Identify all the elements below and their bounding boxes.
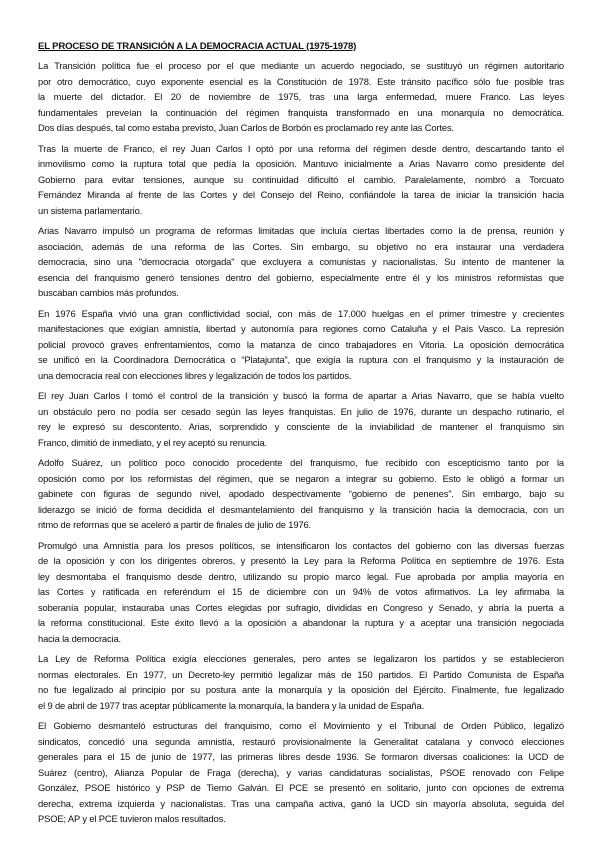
text-line: PSOE; AP y el PCE tuvieron malos resultados. <box>38 813 226 824</box>
text-line: Arias Navarro impulsó un programa de reformas limitadas que incluía ciertas libertades como la de prensa, reunión y <box>38 225 564 236</box>
document-page <box>38 40 564 832</box>
document-title: EL PROCESO DE TRANSICIÓN A LA DEMOCRACIA ACTUAL (1975-1978) <box>38 41 357 52</box>
text-line: por otro democrático, cuyo exponente esencial es la Constitución de 1978. Este tránsito pacífico sólo fue posible tras <box>38 75 564 87</box>
text-line: democracia, sino una "democracia otorgada" que excluyera a comunistas y nacionalistas. Su intento de mantener la <box>38 256 564 267</box>
text-line: una democracia real con elecciones libres y legalización de todos los partidos. <box>38 369 352 381</box>
text-line: normas electorales. En 1977, un Decreto-ley permitió legalizar más de 150 partidos. El Partido Comunista de España <box>38 668 564 680</box>
text-line: La Transición política fue el proceso por el que mediante un acuerdo negociado, se sustituyó un régimen autoritario <box>38 60 564 71</box>
text-line: la muerte del dictador. El 20 de noviembre de 1975, tras una larga enfermedad, muere Franco. Las leyes <box>38 91 564 102</box>
text-line: policial provocó graves enfrentamientos, como la matanza de cinco trabajadores en Vitoria. La oposición democrática <box>38 338 564 350</box>
text-line: El rey Juan Carlos I tomó el control de la transición y buscó la forma de apartar a Arias Navarro, que se había vuelto <box>38 390 564 401</box>
text-line: Franco, dimitió de inmediato, y el rey aceptó su renuncia. <box>38 436 267 448</box>
text-line: derecha, extrema izquierda y nacionalistas. Tras una campaña activa, ganó la UCD sin mayoría absoluta, seguida del <box>38 797 564 809</box>
text-line: ritmo de reformas que se aceleró a partir de finales de julio de 1976. <box>38 519 311 530</box>
text-line: Adolfo Suárez, un político poco conocido procedente del franquismo, fue recibido con escepticismo tanto por la <box>38 457 564 468</box>
text-line: inmovilismo como la ruptura total que pedía la oposición. Mantuvo inicialmente a Arias Navarro como presidente del <box>38 158 564 169</box>
text-line: En 1976 España vivió una gran conflictividad social, con más de 17.000 huelgas en el primer trimestre y crecientes <box>38 307 564 319</box>
text-line: rey le expresó su descontento. Arias, sorprendido y consciente de la inviabilidad de mantener el franquismo sin <box>38 421 564 432</box>
paragraph <box>38 388 564 450</box>
text-line: un sistema parlamentario. <box>38 204 143 216</box>
paragraph <box>38 223 564 301</box>
text-line: la reforma constitucional. Este éxito llevó a la oposición a abandonar la ruptura y a aceptar una transición negociada <box>38 617 564 628</box>
text-line: Dos días después, tal como estaba previsto, Juan Carlos de Borbón es proclamado rey ante las Cortes. <box>38 122 454 133</box>
text-line: soberanía popular, instauraba unas Cortes elegidas por sufragio, divididas en Congreso y Senado, y abría la puerta a <box>38 601 564 613</box>
text-line: buscaban cambios más profundos. <box>38 287 179 298</box>
document-body <box>38 58 564 827</box>
text-line: generales para el 15 de junio de 1977, las primeras libres desde 1936. Se formaron diversas coaliciones: la UCD de <box>38 751 564 762</box>
paragraph <box>38 306 564 384</box>
text-line: Suárez (centro), Alianza Popular de Fraga (derecha), y varias candidaturas socialistas, PSOE renovado con Felipe <box>38 766 564 778</box>
text-line: fundamentales preveían la continuación del régimen franquista transformado en una monarquía no democrática. <box>38 106 564 118</box>
text-line: el 9 de abril de 1977 tras aceptar públicamente la monarquía, la bandera y la unidad de España. <box>38 699 425 711</box>
text-line: se unificó en la Coordinadora Democrática o “Platajunta”, que exigía la ruptura con el franquismo y la instauración de <box>38 354 564 365</box>
text-line: hacia la democracia. <box>38 632 121 644</box>
text-line: El Gobierno desmanteló estructuras del franquismo, como el Movimiento y el Tribunal de Orden Público, legalizó <box>38 720 564 731</box>
text-line: Fernández Miranda al frente de las Cortes y del Consejo del Reino, confiándole la tarea de iniciar la transición hacia <box>38 189 564 200</box>
text-line: sindicatos, concedió una segunda amnistía, restauró provisionalmente la Generalitat catalana y convocó elecciones <box>38 735 564 747</box>
text-line: Gobierno para evitar tensiones, aunque su continuidad dificultó el cambio. Paralelamente, nombró a Torcuato <box>38 173 564 185</box>
paragraph <box>38 718 564 827</box>
text-line: gabinete con figuras de segundo nivel, apodado despectivamente “gobierno de penenes”. Sin embargo, bajo su <box>38 488 564 499</box>
text-line: La Ley de Reforma Política exigía elecciones generales, pero antes se legalizaron los partidos y se establecieron <box>38 653 564 664</box>
text-line: Promulgó una Amnistía para los presos políticos, se intensificaron los contactos del gobierno con las diversas fuerzas <box>38 539 564 551</box>
paragraph <box>38 455 564 533</box>
text-line: manifestaciones que exigían amnistía, libertad y autonomía para regiones como Cataluña y el País Vasco. La represión <box>38 323 564 334</box>
text-line: González, PSOE histórico y PSP de Tierno Galván. El PCE se presentó en solitario, junto con opciones de extrema <box>38 782 564 793</box>
paragraph <box>38 651 564 713</box>
text-line: asociación, además de una reforma de las Cortes. Sin embargo, su objetivo no era instaurar una verdadera <box>38 240 564 252</box>
paragraph <box>38 58 564 136</box>
text-line: oposición como por los reformistas del régimen, que se negaron a integrar su gobierno. Esto le obligó a formar un <box>38 472 564 484</box>
text-line: las Cortes y ratificada en referéndum el 15 de diciembre con un 94% de votos afirmativos. La ley afirmaba la <box>38 586 564 597</box>
text-line: ley desmontaba el franquismo desde dentro, utilizando su propio marco legal. Fue aprobada por amplia mayoría en <box>38 570 564 582</box>
paragraph <box>38 141 564 219</box>
text-line: un obstáculo pero no podía ser cesado según las leyes franquistas. En julio de 1976, durante un despacho rutinario, el <box>38 405 564 417</box>
text-line: esencia del franquismo generó tensiones dentro del gobierno, especialmente entre él y los ministros reformistas que <box>38 271 564 283</box>
paragraph <box>38 538 564 647</box>
text-line: no fue legalizado al principio por su postura ante la monarquía y la oposición del Ejército. Finalmente, fue legalizado <box>38 684 564 695</box>
text-line: Tras la muerte de Franco, el rey Juan Carlos I optó por una reforma del régimen desde dentro, descartando tanto el <box>38 142 564 154</box>
text-line: de la oposición y con los dirigentes obreros, y presentó la Ley para la Reforma Política en septiembre de 1976. Esta <box>38 555 564 566</box>
text-line: liderazgo se inició de forma decidida el desmantelamiento del franquismo y la transición hacia la democracia, con un <box>38 503 564 515</box>
